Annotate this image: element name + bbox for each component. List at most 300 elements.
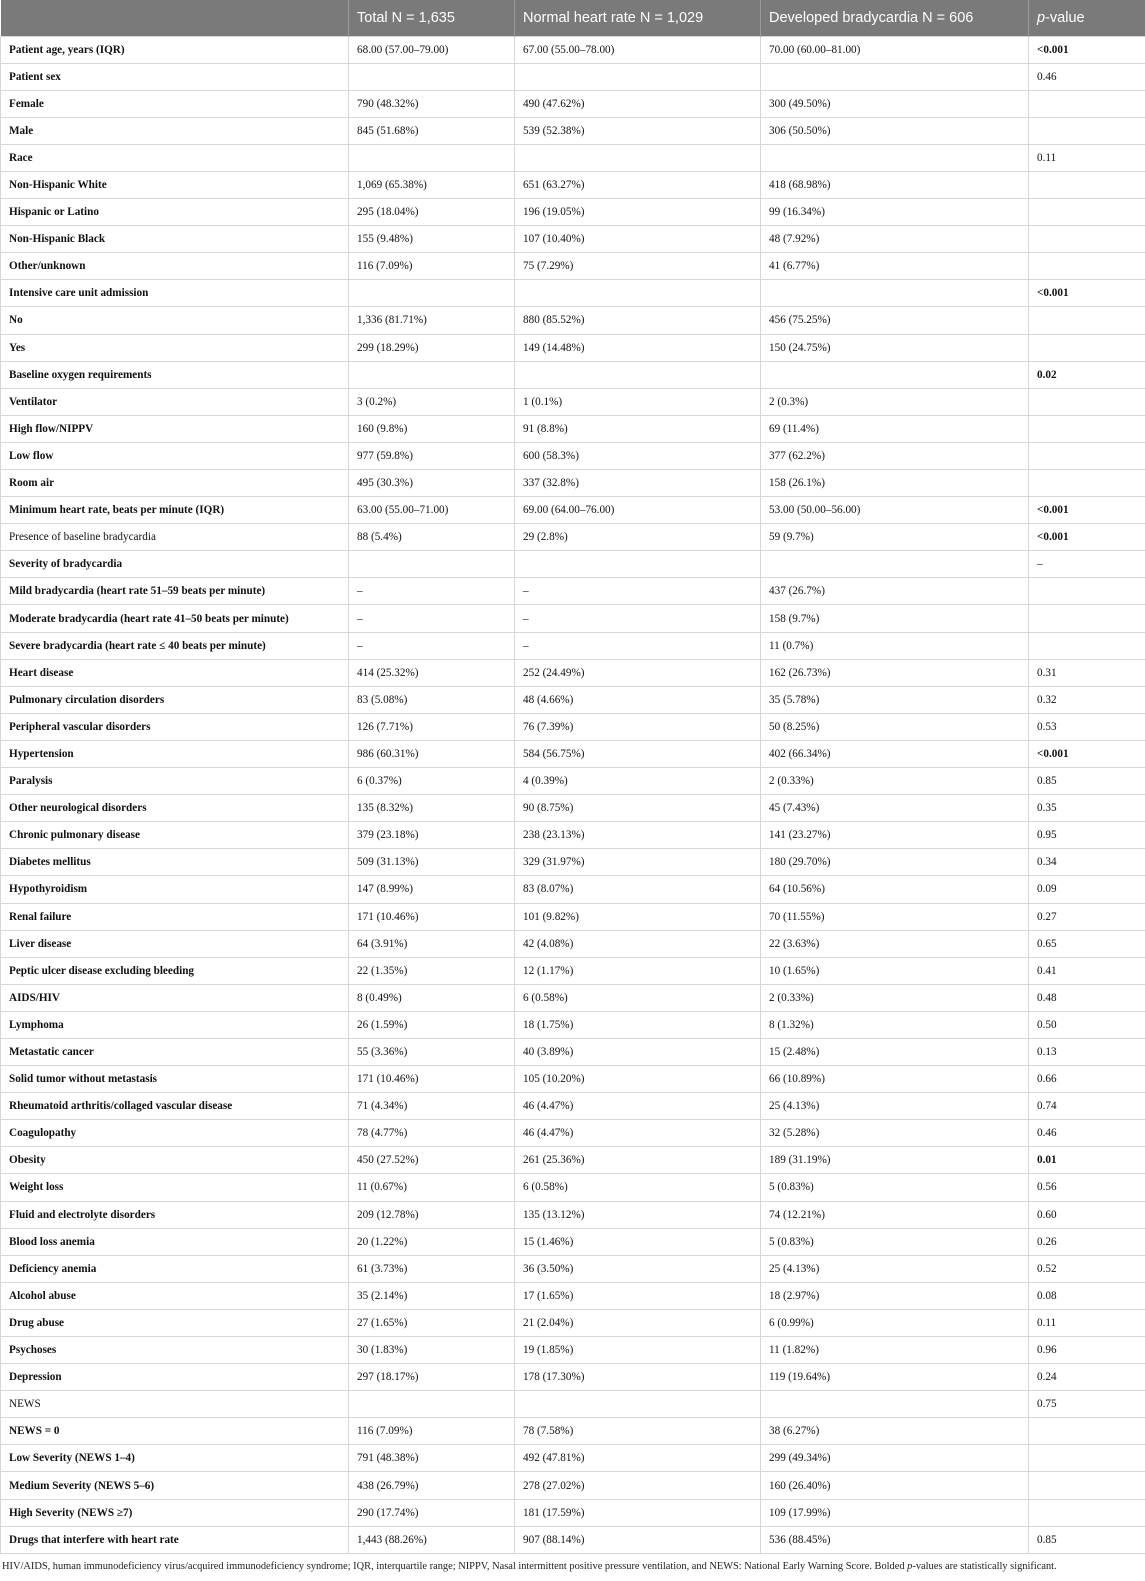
table-row	[1, 442, 1145, 469]
row-label-cell: Peripheral vascular disorders	[1, 713, 349, 740]
developed-bradycardia-cell: 456 (75.25%)	[761, 307, 1029, 334]
p-value-cell	[1029, 307, 1145, 334]
developed-bradycardia-cell: 50 (8.25%)	[761, 713, 1029, 740]
table-row	[1, 1093, 1145, 1120]
p-value-cell: 0.11	[1029, 144, 1145, 171]
developed-bradycardia-cell: 536 (88.45%)	[761, 1526, 1029, 1553]
table-row	[1, 903, 1145, 930]
developed-bradycardia-cell: 5 (0.83%)	[761, 1174, 1029, 1201]
developed-bradycardia-cell: 109 (17.99%)	[761, 1499, 1029, 1526]
normal-heart-rate-cell: 90 (8.75%)	[515, 795, 761, 822]
row-label-cell: Solid tumor without metastasis	[1, 1066, 349, 1093]
total-cell: –	[349, 578, 515, 605]
row-label-cell: High Severity (NEWS ≥7)	[1, 1499, 349, 1526]
table-row	[1, 280, 1145, 307]
developed-bradycardia-cell: 300 (49.50%)	[761, 90, 1029, 117]
row-label-cell: Low flow	[1, 442, 349, 469]
table-row	[1, 1066, 1145, 1093]
p-value-cell	[1029, 578, 1145, 605]
row-label-cell: Other/unknown	[1, 253, 349, 280]
developed-bradycardia-cell: 158 (26.1%)	[761, 470, 1029, 497]
p-value-cell	[1029, 1445, 1145, 1472]
total-cell	[349, 63, 515, 90]
normal-heart-rate-cell: 149 (14.48%)	[515, 334, 761, 361]
table-row	[1, 957, 1145, 984]
table-row	[1, 659, 1145, 686]
p-value-cell	[1029, 117, 1145, 144]
total-cell: 20 (1.22%)	[349, 1228, 515, 1255]
total-cell: 450 (27.52%)	[349, 1147, 515, 1174]
table-row	[1, 876, 1145, 903]
total-cell: 1,069 (65.38%)	[349, 171, 515, 198]
total-cell: 6 (0.37%)	[349, 768, 515, 795]
developed-bradycardia-cell: 10 (1.65%)	[761, 957, 1029, 984]
p-value-cell: 0.52	[1029, 1255, 1145, 1282]
row-label-cell: Female	[1, 90, 349, 117]
row-label-cell: Heart disease	[1, 659, 349, 686]
developed-bradycardia-cell: 11 (1.82%)	[761, 1337, 1029, 1364]
table-row	[1, 307, 1145, 334]
total-cell: 160 (9.8%)	[349, 415, 515, 442]
total-cell: 295 (18.04%)	[349, 199, 515, 226]
total-cell: 1,443 (88.26%)	[349, 1526, 515, 1553]
developed-bradycardia-cell: 74 (12.21%)	[761, 1201, 1029, 1228]
p-value-cell	[1029, 442, 1145, 469]
normal-heart-rate-cell: 4 (0.39%)	[515, 768, 761, 795]
developed-bradycardia-cell	[761, 1391, 1029, 1418]
row-label-cell: Baseline oxygen requirements	[1, 361, 349, 388]
table-row	[1, 1255, 1145, 1282]
normal-heart-rate-cell: 19 (1.85%)	[515, 1337, 761, 1364]
table-row	[1, 632, 1145, 659]
p-value-cell	[1029, 388, 1145, 415]
p-value-cell: <0.001	[1029, 524, 1145, 551]
total-cell: 438 (26.79%)	[349, 1472, 515, 1499]
row-label-cell: Obesity	[1, 1147, 349, 1174]
table-row	[1, 768, 1145, 795]
footnote-text: HIV/AIDS, human immunodeficiency virus/acquired immunodeficiency syndrome; IQR, interquartile range; NIPPV, Nasal intermittent positive pressure ventilation, and NEWS: National Early Warning Score. Bolded	[2, 1561, 908, 1572]
total-cell: 297 (18.17%)	[349, 1364, 515, 1391]
total-cell: 26 (1.59%)	[349, 1011, 515, 1038]
row-label-cell: Medium Severity (NEWS 5–6)	[1, 1472, 349, 1499]
p-value-cell: <0.001	[1029, 740, 1145, 767]
p-value-cell: 0.53	[1029, 713, 1145, 740]
total-cell: 209 (12.78%)	[349, 1201, 515, 1228]
normal-heart-rate-cell	[515, 144, 761, 171]
row-label-cell: Lymphoma	[1, 1011, 349, 1038]
normal-heart-rate-cell: 48 (4.66%)	[515, 686, 761, 713]
normal-heart-rate-cell: 46 (4.47%)	[515, 1093, 761, 1120]
developed-bradycardia-cell: 418 (68.98%)	[761, 171, 1029, 198]
total-cell: 64 (3.91%)	[349, 930, 515, 957]
normal-heart-rate-cell: 181 (17.59%)	[515, 1499, 761, 1526]
total-cell: 8 (0.49%)	[349, 984, 515, 1011]
normal-heart-rate-cell: 880 (85.52%)	[515, 307, 761, 334]
table-row	[1, 984, 1145, 1011]
table-row	[1, 849, 1145, 876]
total-cell: 116 (7.09%)	[349, 1418, 515, 1445]
p-value-cell	[1029, 1418, 1145, 1445]
p-value-cell: 0.95	[1029, 822, 1145, 849]
row-label-cell: Coagulopathy	[1, 1120, 349, 1147]
developed-bradycardia-cell: 158 (9.7%)	[761, 605, 1029, 632]
developed-bradycardia-cell	[761, 280, 1029, 307]
p-value-cell	[1029, 1472, 1145, 1499]
p-value-cell: 0.85	[1029, 1526, 1145, 1553]
developed-bradycardia-cell	[761, 551, 1029, 578]
row-label-cell: NEWS = 0	[1, 1418, 349, 1445]
normal-heart-rate-cell: 278 (27.02%)	[515, 1472, 761, 1499]
normal-heart-rate-cell: 69.00 (64.00–76.00)	[515, 497, 761, 524]
table-row	[1, 90, 1145, 117]
developed-bradycardia-cell: 48 (7.92%)	[761, 226, 1029, 253]
row-label-cell: Non-Hispanic White	[1, 171, 349, 198]
normal-heart-rate-cell: 21 (2.04%)	[515, 1309, 761, 1336]
p-value-cell: 0.74	[1029, 1093, 1145, 1120]
row-label-cell: Moderate bradycardia (heart rate 41–50 beats per minute)	[1, 605, 349, 632]
row-label-cell: Minimum heart rate, beats per minute (IQR)	[1, 497, 349, 524]
normal-heart-rate-cell: 238 (23.13%)	[515, 822, 761, 849]
row-label-cell: Severe bradycardia (heart rate ≤ 40 beats per minute)	[1, 632, 349, 659]
p-value-cell	[1029, 1499, 1145, 1526]
developed-bradycardia-cell: 189 (31.19%)	[761, 1147, 1029, 1174]
table-row	[1, 253, 1145, 280]
table-row	[1, 361, 1145, 388]
row-label-cell: Psychoses	[1, 1337, 349, 1364]
developed-bradycardia-cell: 180 (29.70%)	[761, 849, 1029, 876]
p-value-cell	[1029, 470, 1145, 497]
table-row	[1, 171, 1145, 198]
table-row	[1, 415, 1145, 442]
row-label-cell: Fluid and electrolyte disorders	[1, 1201, 349, 1228]
row-label-cell: High flow/NIPPV	[1, 415, 349, 442]
p-value-cell: 0.02	[1029, 361, 1145, 388]
total-cell	[349, 144, 515, 171]
row-label-cell: Chronic pulmonary disease	[1, 822, 349, 849]
table-row	[1, 930, 1145, 957]
total-cell: 35 (2.14%)	[349, 1282, 515, 1309]
developed-bradycardia-cell: 119 (19.64%)	[761, 1364, 1029, 1391]
row-label-cell: Renal failure	[1, 903, 349, 930]
normal-heart-rate-cell: 83 (8.07%)	[515, 876, 761, 903]
table-row	[1, 1011, 1145, 1038]
table-row	[1, 1038, 1145, 1065]
developed-bradycardia-cell: 162 (26.73%)	[761, 659, 1029, 686]
total-cell: 791 (48.38%)	[349, 1445, 515, 1472]
total-cell	[349, 361, 515, 388]
developed-bradycardia-cell: 66 (10.89%)	[761, 1066, 1029, 1093]
developed-bradycardia-cell: 5 (0.83%)	[761, 1228, 1029, 1255]
total-cell: 63.00 (55.00–71.00)	[349, 497, 515, 524]
developed-bradycardia-cell: 18 (2.97%)	[761, 1282, 1029, 1309]
developed-bradycardia-cell: 299 (49.34%)	[761, 1445, 1029, 1472]
normal-heart-rate-cell: 1 (0.1%)	[515, 388, 761, 415]
table-row	[1, 1364, 1145, 1391]
normal-heart-rate-cell: 17 (1.65%)	[515, 1282, 761, 1309]
row-label-cell: Drugs that interfere with heart rate	[1, 1526, 349, 1553]
p-value-cell: 0.31	[1029, 659, 1145, 686]
total-cell: 790 (48.32%)	[349, 90, 515, 117]
p-value-cell: <0.001	[1029, 280, 1145, 307]
total-cell: 495 (30.3%)	[349, 470, 515, 497]
table-row	[1, 713, 1145, 740]
table-row	[1, 1337, 1145, 1364]
header-p-value	[1029, 0, 1145, 36]
normal-heart-rate-cell: –	[515, 605, 761, 632]
developed-bradycardia-cell: 150 (24.75%)	[761, 334, 1029, 361]
table-row	[1, 822, 1145, 849]
total-cell: 977 (59.8%)	[349, 442, 515, 469]
total-cell: 88 (5.4%)	[349, 524, 515, 551]
p-value-cell: 0.08	[1029, 1282, 1145, 1309]
p-value-cell: 0.09	[1029, 876, 1145, 903]
row-label-cell: Pulmonary circulation disorders	[1, 686, 349, 713]
normal-heart-rate-cell: 18 (1.75%)	[515, 1011, 761, 1038]
developed-bradycardia-cell: 306 (50.50%)	[761, 117, 1029, 144]
normal-heart-rate-cell: 101 (9.82%)	[515, 903, 761, 930]
p-value-cell	[1029, 605, 1145, 632]
p-value-cell	[1029, 632, 1145, 659]
normal-heart-rate-cell: 15 (1.46%)	[515, 1228, 761, 1255]
total-cell: 171 (10.46%)	[349, 1066, 515, 1093]
normal-heart-rate-cell: –	[515, 578, 761, 605]
normal-heart-rate-cell: 261 (25.36%)	[515, 1147, 761, 1174]
table-row	[1, 1309, 1145, 1336]
developed-bradycardia-cell: 64 (10.56%)	[761, 876, 1029, 903]
total-cell: 83 (5.08%)	[349, 686, 515, 713]
table-row	[1, 1391, 1145, 1418]
total-cell: 147 (8.99%)	[349, 876, 515, 903]
row-label-cell: No	[1, 307, 349, 334]
table-row	[1, 1201, 1145, 1228]
p-value-cell: 0.01	[1029, 1147, 1145, 1174]
row-label-cell: Yes	[1, 334, 349, 361]
p-value-cell: 0.26	[1029, 1228, 1145, 1255]
footnote-p-italic: p	[907, 1561, 913, 1572]
p-value-cell: 0.34	[1029, 849, 1145, 876]
row-label-cell: Low Severity (NEWS 1–4)	[1, 1445, 349, 1472]
table-row	[1, 1174, 1145, 1201]
total-cell: 55 (3.36%)	[349, 1038, 515, 1065]
p-value-cell	[1029, 226, 1145, 253]
p-value-cell: <0.001	[1029, 497, 1145, 524]
row-label-cell: AIDS/HIV	[1, 984, 349, 1011]
normal-heart-rate-cell: 584 (56.75%)	[515, 740, 761, 767]
total-cell: 290 (17.74%)	[349, 1499, 515, 1526]
p-value-cell: 0.46	[1029, 1120, 1145, 1147]
row-label-cell: Patient age, years (IQR)	[1, 36, 349, 63]
total-cell: 116 (7.09%)	[349, 253, 515, 280]
normal-heart-rate-cell: 107 (10.40%)	[515, 226, 761, 253]
normal-heart-rate-cell: 6 (0.58%)	[515, 984, 761, 1011]
row-label-cell: Depression	[1, 1364, 349, 1391]
total-cell: 379 (23.18%)	[349, 822, 515, 849]
table-row	[1, 1445, 1145, 1472]
p-value-cell: 0.35	[1029, 795, 1145, 822]
total-cell: 171 (10.46%)	[349, 903, 515, 930]
total-cell: 27 (1.65%)	[349, 1309, 515, 1336]
total-cell: 155 (9.48%)	[349, 226, 515, 253]
developed-bradycardia-cell	[761, 63, 1029, 90]
normal-heart-rate-cell: 196 (19.05%)	[515, 199, 761, 226]
normal-heart-rate-cell: 40 (3.89%)	[515, 1038, 761, 1065]
row-label-cell: Presence of baseline bradycardia	[1, 524, 349, 551]
developed-bradycardia-cell: 25 (4.13%)	[761, 1255, 1029, 1282]
row-label-cell: Severity of bradycardia	[1, 551, 349, 578]
table-row	[1, 117, 1145, 144]
table-row	[1, 334, 1145, 361]
normal-heart-rate-cell: 651 (63.27%)	[515, 171, 761, 198]
developed-bradycardia-cell: 2 (0.33%)	[761, 984, 1029, 1011]
row-label-cell: Hypothyroidism	[1, 876, 349, 903]
row-label-cell: Other neurological disorders	[1, 795, 349, 822]
developed-bradycardia-cell	[761, 361, 1029, 388]
row-label-cell: Weight loss	[1, 1174, 349, 1201]
normal-heart-rate-cell: 178 (17.30%)	[515, 1364, 761, 1391]
total-cell	[349, 1391, 515, 1418]
row-label-cell: Race	[1, 144, 349, 171]
normal-heart-rate-cell: 42 (4.08%)	[515, 930, 761, 957]
header-p-italic: p	[1037, 9, 1046, 26]
developed-bradycardia-cell: 2 (0.3%)	[761, 388, 1029, 415]
p-value-cell	[1029, 415, 1145, 442]
table-row	[1, 1418, 1145, 1445]
p-value-cell: 0.24	[1029, 1364, 1145, 1391]
row-label-cell: Metastatic cancer	[1, 1038, 349, 1065]
total-cell: 509 (31.13%)	[349, 849, 515, 876]
total-cell: –	[349, 605, 515, 632]
table-header-row	[1, 0, 1145, 36]
developed-bradycardia-cell: 32 (5.28%)	[761, 1120, 1029, 1147]
table-row	[1, 1147, 1145, 1174]
p-value-cell: 0.60	[1029, 1201, 1145, 1228]
table-row	[1, 1526, 1145, 1553]
total-cell: 68.00 (57.00–79.00)	[349, 36, 515, 63]
developed-bradycardia-cell: 141 (23.27%)	[761, 822, 1029, 849]
total-cell: 61 (3.73%)	[349, 1255, 515, 1282]
total-cell	[349, 280, 515, 307]
total-cell: 78 (4.77%)	[349, 1120, 515, 1147]
normal-heart-rate-cell: 490 (47.62%)	[515, 90, 761, 117]
table-row	[1, 226, 1145, 253]
total-cell: –	[349, 632, 515, 659]
p-value-cell: –	[1029, 551, 1145, 578]
row-label-cell: Liver disease	[1, 930, 349, 957]
p-value-cell: 0.65	[1029, 930, 1145, 957]
normal-heart-rate-cell: 252 (24.49%)	[515, 659, 761, 686]
normal-heart-rate-cell: 29 (2.8%)	[515, 524, 761, 551]
developed-bradycardia-cell: 53.00 (50.00–56.00)	[761, 497, 1029, 524]
row-label-cell: Paralysis	[1, 768, 349, 795]
p-value-cell	[1029, 199, 1145, 226]
row-label-cell: Mild bradycardia (heart rate 51–59 beats per minute)	[1, 578, 349, 605]
normal-heart-rate-cell: 46 (4.47%)	[515, 1120, 761, 1147]
table-row	[1, 1120, 1145, 1147]
row-label-cell: Deficiency anemia	[1, 1255, 349, 1282]
normal-heart-rate-cell: 6 (0.58%)	[515, 1174, 761, 1201]
developed-bradycardia-cell	[761, 144, 1029, 171]
row-label-cell: Room air	[1, 470, 349, 497]
row-label-cell: Hispanic or Latino	[1, 199, 349, 226]
normal-heart-rate-cell: –	[515, 632, 761, 659]
total-cell: 1,336 (81.71%)	[349, 307, 515, 334]
table-row	[1, 470, 1145, 497]
normal-heart-rate-cell	[515, 1391, 761, 1418]
table-footnote	[0, 1561, 1145, 1572]
row-label-cell: Non-Hispanic Black	[1, 226, 349, 253]
table-row	[1, 388, 1145, 415]
normal-heart-rate-cell: 600 (58.3%)	[515, 442, 761, 469]
p-value-cell	[1029, 90, 1145, 117]
p-value-cell: 0.13	[1029, 1038, 1145, 1065]
developed-bradycardia-cell: 45 (7.43%)	[761, 795, 1029, 822]
developed-bradycardia-cell: 38 (6.27%)	[761, 1418, 1029, 1445]
p-value-cell	[1029, 171, 1145, 198]
row-label-cell: Peptic ulcer disease excluding bleeding	[1, 957, 349, 984]
normal-heart-rate-cell: 12 (1.17%)	[515, 957, 761, 984]
normal-heart-rate-cell: 78 (7.58%)	[515, 1418, 761, 1445]
p-value-cell: 0.11	[1029, 1309, 1145, 1336]
developed-bradycardia-cell: 8 (1.32%)	[761, 1011, 1029, 1038]
developed-bradycardia-cell: 11 (0.7%)	[761, 632, 1029, 659]
developed-bradycardia-cell: 6 (0.99%)	[761, 1309, 1029, 1336]
header-total: Total N = 1,635	[349, 0, 515, 36]
table-body	[1, 36, 1145, 1553]
table-row	[1, 497, 1145, 524]
developed-bradycardia-cell: 35 (5.78%)	[761, 686, 1029, 713]
total-cell: 126 (7.71%)	[349, 713, 515, 740]
p-value-cell: 0.46	[1029, 63, 1145, 90]
table-row	[1, 199, 1145, 226]
normal-heart-rate-cell: 329 (31.97%)	[515, 849, 761, 876]
developed-bradycardia-cell: 59 (9.7%)	[761, 524, 1029, 551]
developed-bradycardia-cell: 70.00 (60.00–81.00)	[761, 36, 1029, 63]
p-value-cell: 0.48	[1029, 984, 1145, 1011]
table-row	[1, 524, 1145, 551]
table-row	[1, 578, 1145, 605]
footnote-text-end: -values are statistically significant.	[912, 1561, 1057, 1572]
developed-bradycardia-cell: 69 (11.4%)	[761, 415, 1029, 442]
table-row	[1, 1472, 1145, 1499]
p-value-cell: 0.66	[1029, 1066, 1145, 1093]
developed-bradycardia-cell: 377 (62.2%)	[761, 442, 1029, 469]
table-row	[1, 795, 1145, 822]
normal-heart-rate-cell: 907 (88.14%)	[515, 1526, 761, 1553]
p-value-cell: <0.001	[1029, 36, 1145, 63]
developed-bradycardia-cell: 41 (6.77%)	[761, 253, 1029, 280]
developed-bradycardia-cell: 70 (11.55%)	[761, 903, 1029, 930]
header-p-suffix: -value	[1045, 9, 1085, 26]
p-value-cell: 0.50	[1029, 1011, 1145, 1038]
developed-bradycardia-cell: 402 (66.34%)	[761, 740, 1029, 767]
total-cell	[349, 551, 515, 578]
developed-bradycardia-cell: 15 (2.48%)	[761, 1038, 1029, 1065]
header-label-column	[1, 0, 349, 36]
p-value-cell: 0.41	[1029, 957, 1145, 984]
table-row	[1, 36, 1145, 63]
total-cell: 71 (4.34%)	[349, 1093, 515, 1120]
p-value-cell: 0.96	[1029, 1337, 1145, 1364]
row-label-cell: Blood loss anemia	[1, 1228, 349, 1255]
p-value-cell: 0.27	[1029, 903, 1145, 930]
normal-heart-rate-cell	[515, 361, 761, 388]
p-value-cell	[1029, 253, 1145, 280]
total-cell: 299 (18.29%)	[349, 334, 515, 361]
p-value-cell: 0.56	[1029, 1174, 1145, 1201]
row-label-cell: Rheumatoid arthritis/collaged vascular disease	[1, 1093, 349, 1120]
total-cell: 30 (1.83%)	[349, 1337, 515, 1364]
p-value-cell: 0.85	[1029, 768, 1145, 795]
